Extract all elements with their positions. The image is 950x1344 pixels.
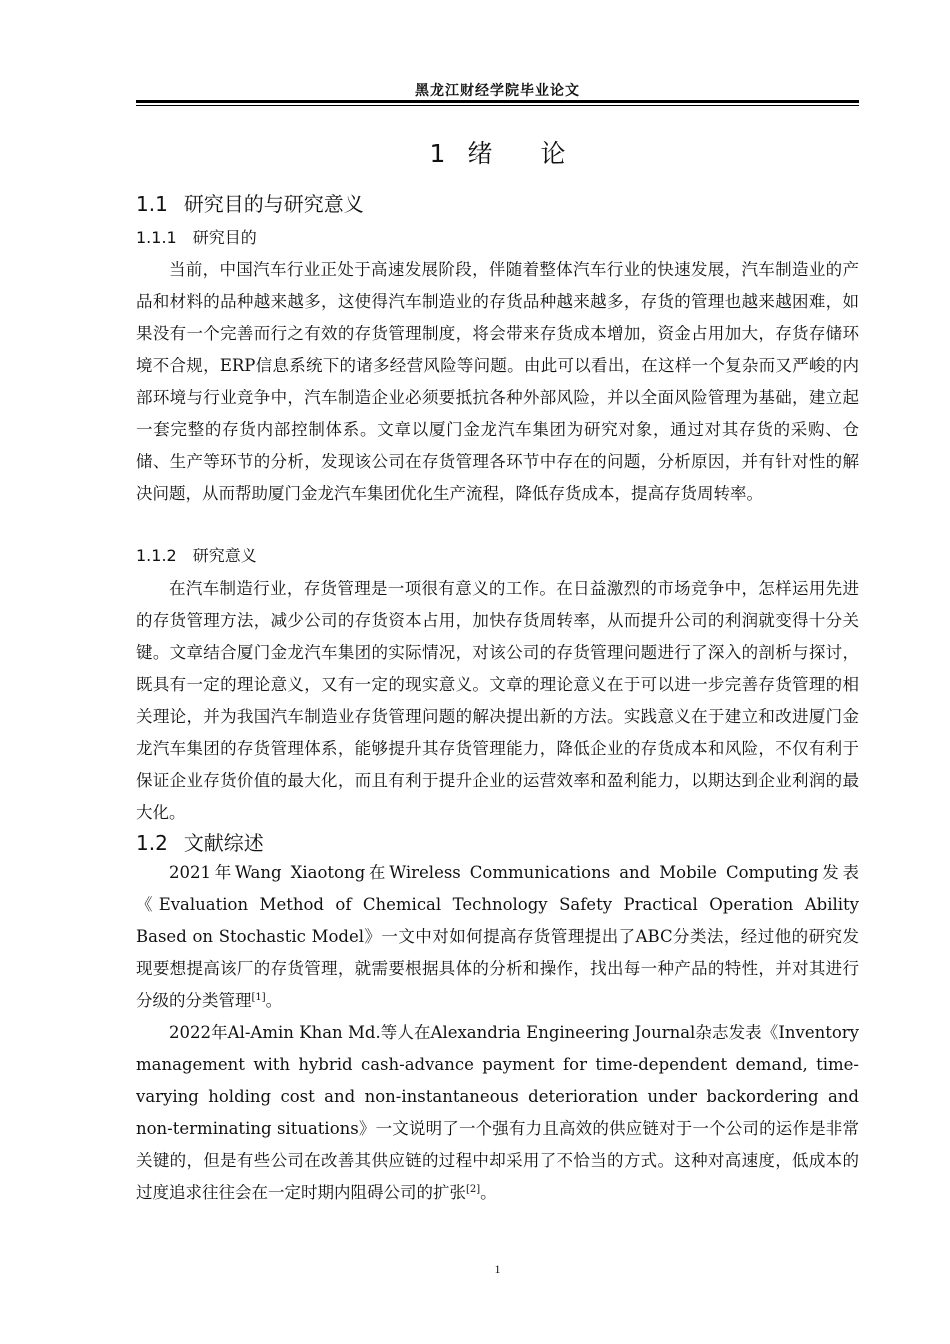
section-number: 1.1.2: [136, 546, 177, 565]
header-rule-thin: [136, 105, 859, 106]
chapter-title: [136, 134, 859, 170]
running-header: 黑龙江财经学院毕业论文: [415, 83, 580, 99]
section-number: 1.1: [136, 192, 168, 216]
paragraph-end: 。: [480, 1183, 497, 1202]
section-heading-1-1-1: [136, 225, 859, 248]
citation-ref: [1]: [251, 992, 266, 1003]
section-heading-1-1: [136, 188, 859, 217]
paragraph-research-significance: 在汽车制造行业，存货管理是一项很有意义的工作。在日益激烈的市场竞争中，怎样运用先进的存货管理方法，减少公司的存货资本占用，加快存货周转率，从而提升公司的利润就变得十分关键。文章结合厦门金龙汽车集团的实际情况，对该公司的存货管理问题进行了深入的剖析与探讨，既具有一定的理论意义，又有一定的现实意义。文章的理论意义在于可以进一步完善存货管理的相关理论，并为我国汽车制造业存货管理问题的解决提出新的方法。实践意义在于建立和改进厦门金龙汽车集团的存货管理体系，能够提升其存货管理能力，降低企业的存货成本和风险，不仅有利于保证企业存货价值的最大化，而且有利于提升企业的运营效率和盈利能力，以期达到企业利润的最大化。: [136, 579, 859, 822]
paragraph-research-purpose: 当前，中国汽车行业正处于高速发展阶段，伴随着整体汽车行业的快速发展，汽车制造业的产品和材料的品种越来越多，这使得汽车制造业的存货品种越来越多，存货的管理也越来越困难，如果没有一个完善而行之有效的存货管理制度，将会带来存货成本增加，资金占用加大，存货存储环境不合规，ERP信息系统下的诸多经营风险等问题。由此可以看出，在这样一个复杂而又严峻的内部环境与行业竞争中，汽车制造企业必须要抵抗各种外部风险，并以全面风险管理为基础，建立起一套完整的存货内部控制体系。文章以厦门金龙汽车集团为研究对象，通过对其存货的采购、仓储、生产等环节的分析，发现该公司在存货管理各环节中存在的问题，分析原因，并有针对性的解决问题，从而帮助厦门金龙汽车集团优化生产流程，降低存货成本，提高存货周转率。: [136, 260, 859, 503]
section-number: 1.2: [136, 831, 168, 855]
paragraph-text: 2022年Al-Amin Khan Md.等人在Alexandria Engineering Journal杂志发表《Inventory management with hybrid cash-advance payment for time-dependent demand, time-varying holding cost and non-instantaneous deterioration under backordering and non-terminating situations》一文说明了一个强有力且高效的供应链对于一个公司的运作是非常关键的，但是有些公司在改善其供应链的过程中却采用了不恰当的方式。这种对高速度，低成本的过度追求往往会在一定时期内阻碍公司的扩张: [136, 1023, 859, 1202]
header-rule-thick: [136, 100, 859, 103]
section-number: 1.1.1: [136, 228, 177, 247]
section-title: 文献综述: [183, 831, 264, 855]
section-title: 研究目的与研究意义: [183, 192, 364, 216]
chapter-title-part2: 论: [540, 139, 566, 168]
chapter-title-part1: 绪: [467, 139, 493, 168]
section-heading-1-1-2: [136, 543, 859, 566]
paragraph-literature-2: [136, 1017, 859, 1209]
chapter-number: 1: [429, 139, 446, 168]
citation-ref: [2]: [466, 1184, 481, 1195]
page-number: 1: [494, 1262, 501, 1276]
paragraph-end: 。: [265, 991, 283, 1010]
section-title: 研究意义: [192, 546, 257, 565]
paragraph-text: 2021年Wang Xiaotong在Wireless Communications and Mobile Computing发表《Evaluation Method of Chemical Technology Safety Practical Operation Ability Based on Stochastic Model》一文中对如何提高存货管理提出了ABC分类法，经过他的研究发现要想提高该厂的存货管理，就需要根据具体的分析和操作，找出每一种产品的特性，并对其进行分级的分类管理: [136, 863, 859, 1010]
section-heading-1-2: [136, 827, 859, 856]
section-title: 研究目的: [192, 228, 257, 247]
paragraph-literature-1: [136, 857, 859, 1017]
